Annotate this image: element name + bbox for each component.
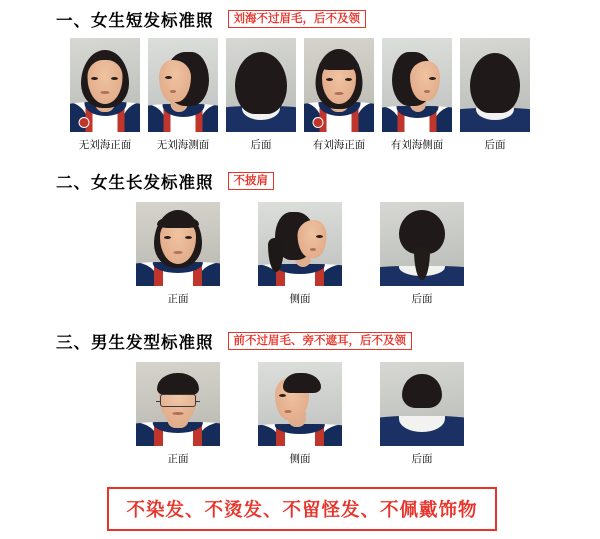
section-1-photo-strip (0, 38, 600, 152)
section-1-note: 刘海不过眉毛，后不及领 (228, 10, 367, 29)
photo-cell (258, 362, 342, 466)
photo-girl-short-front-with-bangs (304, 38, 374, 132)
photo-girl-long-side-ponytail (258, 202, 342, 286)
photo-cell (226, 38, 296, 152)
photo-caption: 后面 (484, 139, 506, 151)
photo-cell (136, 202, 220, 306)
photo-cell (460, 38, 530, 152)
photo-caption: 无刘海正面 (78, 139, 132, 151)
section-2-note: 不披肩 (228, 172, 275, 191)
photo-girl-short-side-with-bangs (382, 38, 452, 132)
photo-cell (258, 202, 342, 306)
photo-cell (380, 362, 464, 466)
section-2-title: 二、女生长发标准照 (56, 173, 214, 192)
section-3-note: 前不过眉毛、旁不遮耳，后不及领 (228, 332, 413, 351)
section-girls-short-hair (0, 6, 600, 152)
photo-cell (304, 38, 374, 152)
photo-girl-short-front-no-bangs (70, 38, 140, 132)
rules-banner (107, 487, 497, 531)
section-boys-hair (0, 328, 600, 466)
rules-banner-text: 不染发、不烫发、不留怪发、不佩戴饰物 (126, 500, 478, 521)
photo-boy-front (136, 362, 220, 446)
photo-girl-long-front (136, 202, 220, 286)
photo-caption: 后面 (411, 293, 433, 305)
section-3-photo-strip (0, 362, 600, 466)
photo-caption: 有刘海侧面 (390, 139, 444, 151)
photo-cell (136, 362, 220, 466)
section-1-title: 一、女生短发标准照 (56, 11, 214, 30)
photo-cell (148, 38, 218, 152)
photo-caption: 后面 (250, 139, 272, 151)
section-2-photo-strip (0, 202, 600, 306)
section-2-heading-row (0, 168, 600, 194)
section-3-title: 三、男生发型标准照 (56, 333, 214, 352)
section-1-heading-row (0, 6, 600, 32)
photo-boy-side (258, 362, 342, 446)
section-3-heading-row (0, 328, 600, 354)
photo-cell (380, 202, 464, 306)
photo-caption: 侧面 (289, 453, 311, 465)
photo-girl-long-back-braid (380, 202, 464, 286)
photo-caption: 有刘海正面 (312, 139, 366, 151)
section-girls-long-hair (0, 168, 600, 306)
photo-cell (382, 38, 452, 152)
photo-cell (70, 38, 140, 152)
photo-girl-short-back-2 (460, 38, 530, 132)
photo-girl-short-back (226, 38, 296, 132)
photo-caption: 侧面 (289, 293, 311, 305)
photo-caption: 后面 (411, 453, 433, 465)
photo-caption: 正面 (167, 453, 189, 465)
photo-caption: 无刘海测面 (156, 139, 210, 151)
photo-girl-short-side-no-bangs (148, 38, 218, 132)
photo-boy-back (380, 362, 464, 446)
photo-caption: 正面 (167, 293, 189, 305)
